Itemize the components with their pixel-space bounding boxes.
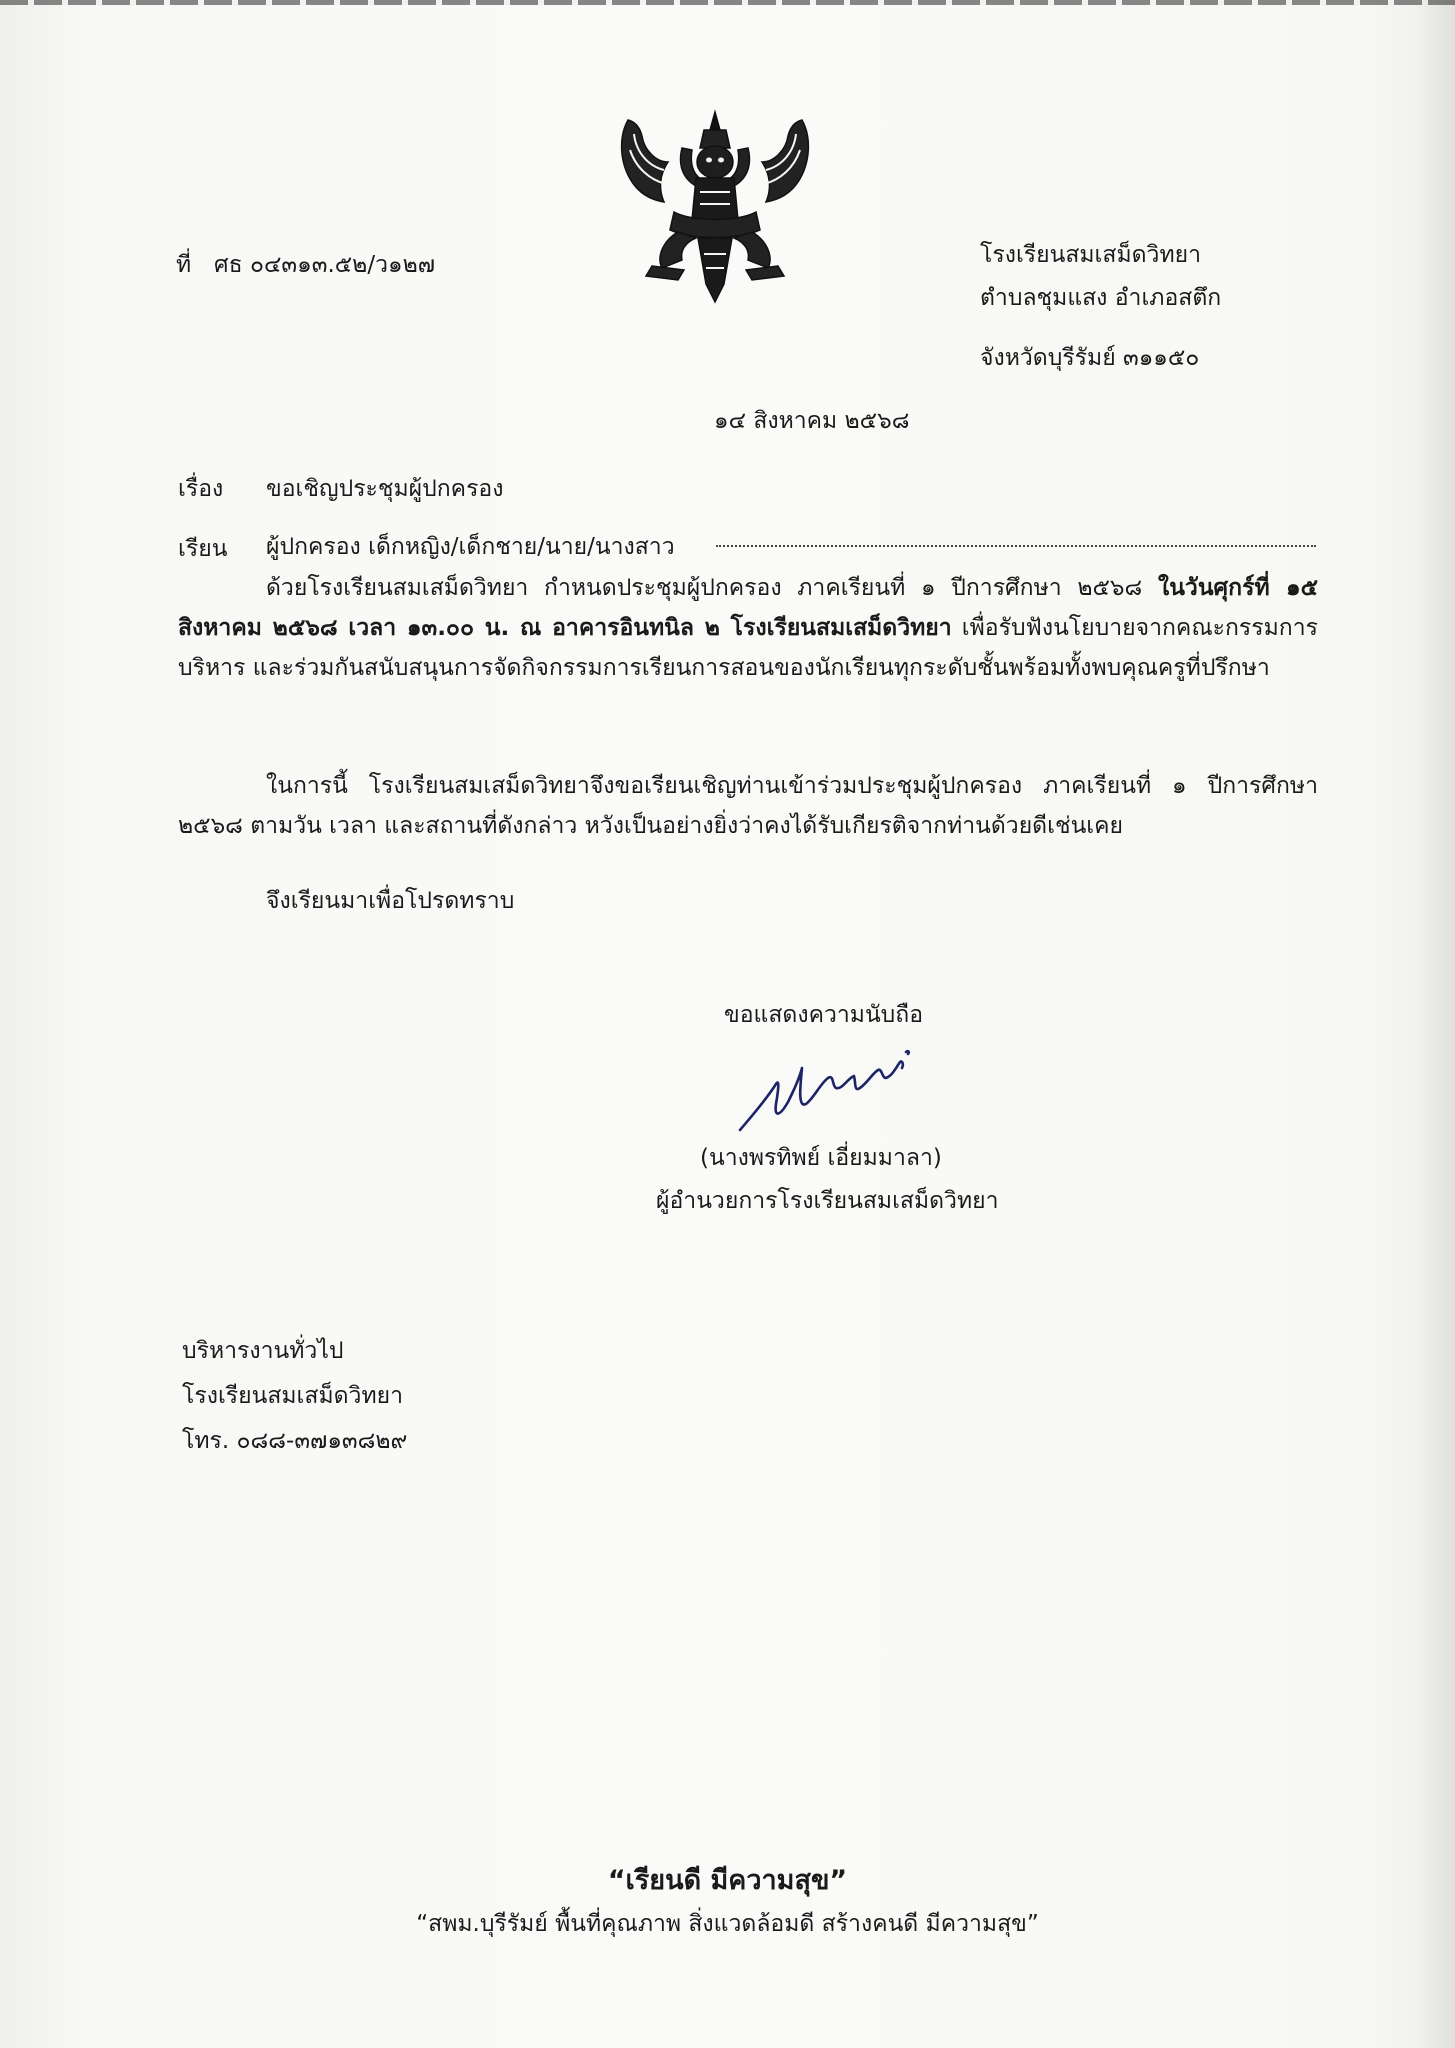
paper-top-edge — [0, 0, 1455, 5]
contact-line-1: บริหารงานทั่วไป — [182, 1338, 344, 1364]
subject-text: ขอเชิญประชุมผู้ปกครอง — [266, 476, 504, 502]
reference-label: ที่ — [176, 252, 192, 278]
subject-label: เรื่อง — [178, 476, 224, 502]
meeting-details: ในวันศุกร์ที่ ๑๕ สิงหาคม ๒๕๖๘ เวลา ๑๓.๐๐ น. ณ อาคารอินทนิล ๒ โรงเรียนสมเสม็ดวิทยา — [178, 575, 1318, 641]
motto-main: “เรียนดี มีความสุข” — [607, 1865, 848, 1896]
body-paragraph-1 — [178, 568, 1318, 688]
motto-sub: “สพม.บุรีรัมย์ พื้นที่คุณภาพ สิ่งแวดล้อมดี สร้างคนดี มีความสุข” — [416, 1911, 1039, 1937]
recipient-label: เรียน — [178, 536, 228, 562]
signature-icon — [736, 1038, 936, 1138]
letter-date: ๑๔ สิงหาคม ๒๕๖๘ — [714, 408, 910, 434]
school-address-line-3: จังหวัดบุรีรัมย์ ๓๑๑๕๐ — [980, 345, 1200, 371]
recipient-fill-line — [716, 544, 1316, 547]
garuda-emblem-icon — [612, 108, 818, 304]
school-address-line-1: โรงเรียนสมเสม็ดวิทยา — [980, 242, 1202, 268]
recipient-text: ผู้ปกครอง เด็กหญิง/เด็กชาย/นาย/นางสาว — [266, 534, 675, 560]
body-paragraph-1-part-a: ด้วยโรงเรียนสมเสม็ดวิทยา กำหนดประชุมผู้ปกครอง ภาคเรียนที่ ๑ ปีการศึกษา ๒๕๖๘ — [266, 575, 1158, 601]
regards-text: ขอแสดงความนับถือ — [724, 1002, 924, 1028]
signer-name: (นางพรทิพย์ เอี่ยมมาลา) — [700, 1145, 942, 1171]
body-paragraph-1-part-b: เพื่อรับฟังนโยบายจากคณะกรรมการบริหาร และร่วมกันสนับสนุนการจัดกิจกรรมการเรียนการสอนของนักเรียนทุกระดับชั้นพร้อมทั้งพบคุณครูที่ปรึกษา — [178, 615, 1318, 681]
signer-position: ผู้อำนวยการโรงเรียนสมเสม็ดวิทยา — [656, 1188, 999, 1214]
body-paragraph-2: ในการนี้ โรงเรียนสมเสม็ดวิทยาจึงขอเรียนเชิญท่านเข้าร่วมประชุมผู้ปกครอง ภาคเรียนที่ ๑ ปีการศึกษา ๒๕๖๘ ตามวัน เวลา และสถานที่ดังกล่าว หวังเป็นอย่างยิ่งว่าคงได้รับเกียรติจากท่านด้วยดีเช่นเคย — [178, 773, 1318, 839]
contact-line-2: โรงเรียนสมเสม็ดวิทยา — [182, 1383, 404, 1409]
paper-shadow — [1415, 0, 1455, 2048]
reference-number: ศธ ๐๔๓๑๓.๕๒/ว๑๒๗ — [214, 252, 436, 278]
school-address-line-2: ตำบลชุมแสง อำเภอสตึก — [980, 285, 1222, 311]
closing-line: จึงเรียนมาเพื่อโปรดทราบ — [266, 888, 515, 914]
contact-phone: โทร. ๐๘๘-๓๗๑๓๘๒๙ — [182, 1428, 408, 1454]
